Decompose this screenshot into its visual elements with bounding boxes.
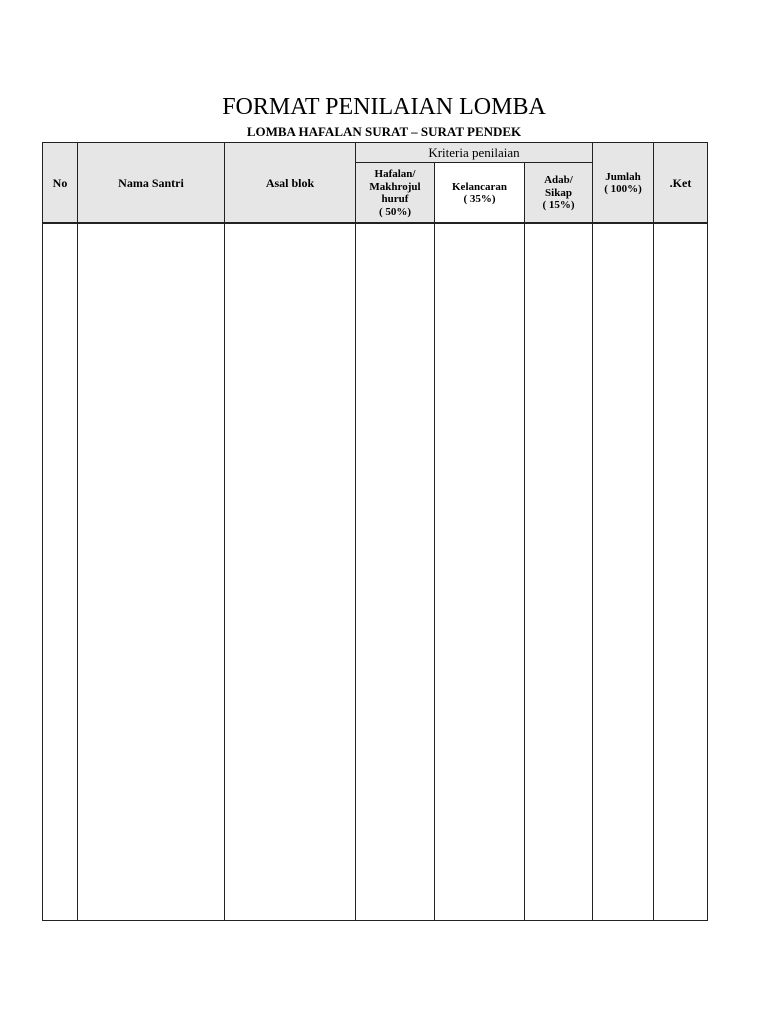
header-kelancaran: Kelancaran ( 35%) bbox=[434, 162, 524, 223]
table-body[interactable] bbox=[42, 224, 708, 921]
column-line-kelancaran bbox=[524, 223, 525, 921]
header-adab-sikap: Adab/ Sikap ( 15%) bbox=[524, 162, 592, 223]
header-ket: .Ket bbox=[653, 142, 708, 223]
page-subtitle: LOMBA HAFALAN SURAT – SURAT PENDEK bbox=[246, 124, 522, 139]
header-hafalan: Hafalan/ Makhrojul huruf ( 50%) bbox=[355, 162, 434, 223]
column-line-asal bbox=[355, 223, 356, 921]
page-title: FORMAT PENILAIAN LOMBA bbox=[222, 94, 546, 120]
header-no: No bbox=[42, 142, 77, 223]
column-line-adab bbox=[592, 223, 593, 921]
header-asal-blok: Asal blok bbox=[224, 142, 355, 223]
column-line-no bbox=[77, 223, 78, 921]
header-nama-santri: Nama Santri bbox=[77, 142, 224, 223]
column-line-nama bbox=[224, 223, 225, 921]
assessment-table bbox=[42, 142, 708, 921]
header-jumlah: Jumlah ( 100%) bbox=[592, 142, 653, 223]
header-kriteria-penilaian: Kriteria penilaian bbox=[355, 142, 592, 162]
column-line-jumlah bbox=[653, 223, 654, 921]
column-line-hafalan bbox=[434, 223, 435, 921]
